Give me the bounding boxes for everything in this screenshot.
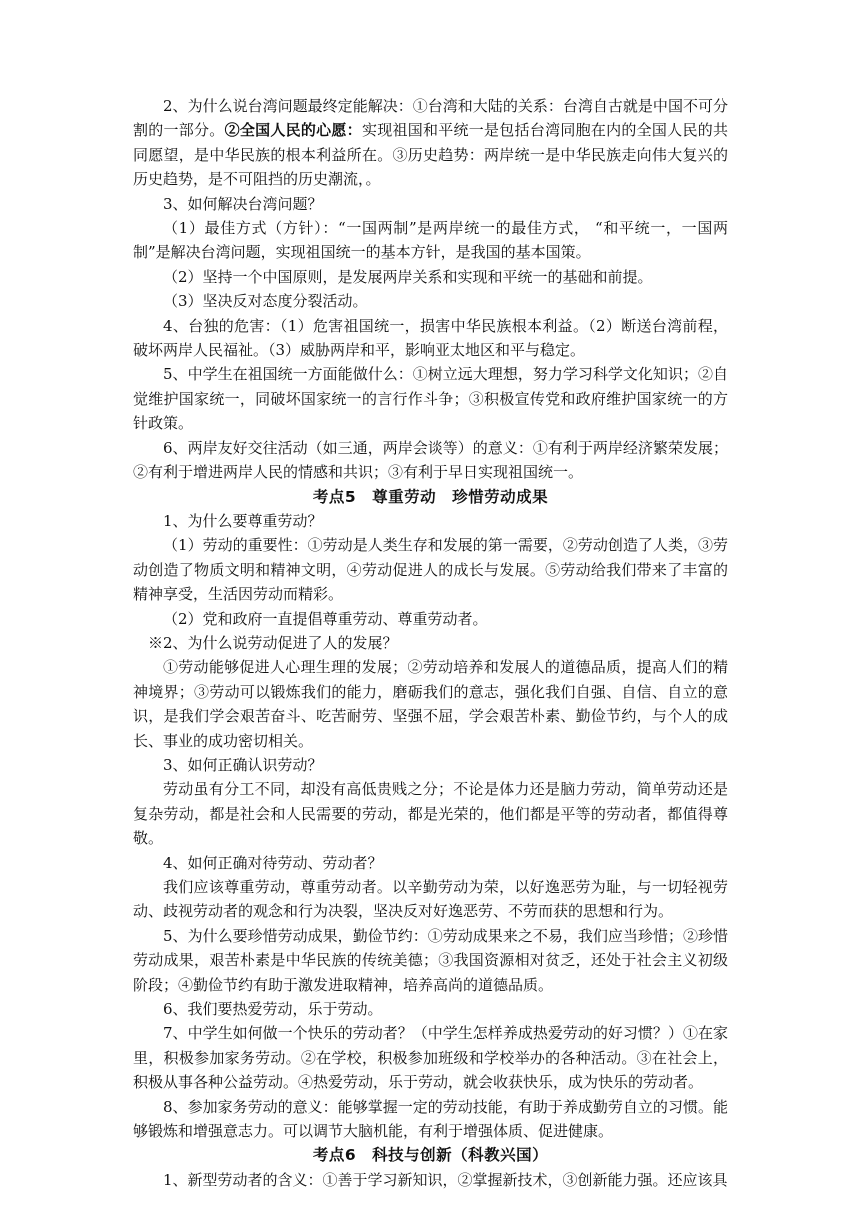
paragraph: ※2、为什么说劳动促进了人的发展？ xyxy=(148,633,398,652)
paragraph: 4、台独的危害：（1）危害祖国统一，损害中华民族根本利益。（2）断送台湾前程，破坏两岸人民福祉。（3）威胁两岸和平，影响亚太地区和平与稳定。 xyxy=(133,316,728,360)
paragraph: 我们应该尊重劳动，尊重劳动者。以辛勤劳动为荣，以好逸恶劳为耻，与一切轻视劳动、歧视劳动者的观念和行为决裂，坚决反对好逸恶劳、不劳而获的思想和行为。 xyxy=(133,878,728,921)
paragraph: （2）坚持一个中国原则，是发展两岸关系和实现和平统一的基础和前提。 xyxy=(163,267,653,286)
paragraph: （1）劳动的重要性：①劳动是人类生存和发展的第一需要，②劳动创造了人类，③劳动创造了物质文明和精神文明，④劳动促进人的成长与发展。⑤劳动给我们带来了丰富的精神享受，生活因劳动而精彩。 xyxy=(133,536,728,604)
paragraph: 3、如何正确认识劳动？ xyxy=(163,755,323,774)
paragraph: 4、如何正确对待劳动、劳动者？ xyxy=(163,853,383,872)
paragraph: 6、两岸友好交往活动（如三通，两岸会谈等）的意义：①有利于两岸经济繁荣发展；②有利于增进两岸人民的情感和共识；③有利于早日实现祖国统一。 xyxy=(133,438,728,482)
paragraph: （1）最佳方式（方针）：“一国两制”是两岸统一的最佳方式， “和平统一，一国两制”是解决台湾问题，实现祖国统一的基本方针，是我国的基本国策。 xyxy=(133,219,728,262)
paragraph: ①劳动能够促进人心理生理的发展；②劳动培养和发展人的道德品质，提高人们的精神境界；③劳动可以锻炼我们的能力，磨砺我们的意志，强化我们自强、自信、自立的意识，是我们学会艰苦奋斗、吃苦耐劳、坚强不屈，学会艰苦朴素、勤俭节约，与个人的成长、事业的成功密切相关。 xyxy=(133,658,728,750)
paragraph: （2）党和政府一直提倡尊重劳动、尊重劳动者。 xyxy=(163,609,488,628)
paragraph: 劳动虽有分工不同，却没有高低贵贱之分；不论是体力还是脑力劳动，简单劳动还是复杂劳动，都是社会和人民需要的劳动，都是光荣的，他们都是平等的劳动者，都值得尊敬。 xyxy=(133,780,728,848)
paragraph: 7、中学生如何做一个快乐的劳动者？（中学生怎样养成热爱劳动的好习惯？）①在家里，积极参加家务劳动。②在学校，积极参加班级和学校举办的各种活动。③在社会上，积极从事各种公益劳动。④热爱劳动，乐于劳动，就会收获快乐，成为快乐的劳动者。 xyxy=(133,1024,728,1092)
paragraph: 3、如何解决台湾问题？ xyxy=(163,194,323,213)
section-heading: 考点6 科技与创新（科教兴国） xyxy=(312,1146,549,1165)
paragraph: 5、中学生在祖国统一方面能做什么：①树立远大理想，努力学习科学文化知识；②自觉维护国家统一，同破坏国家统一的言行作斗争；③积极宣传党和政府维护国家统一的方针政策。 xyxy=(133,365,728,433)
paragraph: （3）坚决反对态度分裂活动。 xyxy=(163,292,368,311)
paragraph: 6、我们要热爱劳动，乐于劳动。 xyxy=(163,1000,383,1019)
section-heading: 考点5 尊重劳动 珍惜劳动成果 xyxy=(312,487,549,506)
document-body xyxy=(133,94,728,1192)
paragraph: 8、参加家务劳动的意义：能够掌握一定的劳动技能，有助于养成勤劳自立的习惯。能够锻炼和增强意志力。可以调节大脑机能，有利于增强体质、促进健康。 xyxy=(133,1097,728,1141)
paragraph: 1、新型劳动者的含义：①善于学习新知识，②掌握新技术，③创新能力强。还应该具 xyxy=(163,1170,728,1189)
paragraph: 5、为什么要珍惜劳动成果，勤俭节约：①劳动成果来之不易，我们应当珍惜；②珍惜劳动成果，艰苦朴素是中华民族的传统美德；③我国资源相对贫乏，还处于社会主义初级阶段；④勤俭节约有助于激发进取精神，培养高尚的道德品质。 xyxy=(133,926,728,994)
bold-term: ②全国人民的心愿： xyxy=(224,121,362,140)
paragraph: 2、为什么说台湾问题最终定能解决：①台湾和大陆的关系：台湾自古就是中国不可分割的一部分。②全国人民的心愿：实现祖国和平统一是包括台湾同胞在内的全国人民的共同愿望，是中华民族的根本利益所在。③历史趋势：两岸统一是中华民族走向伟大复兴的历史趋势，是不可阻挡的历史潮流，。 xyxy=(133,97,728,189)
paragraph: 1、为什么要尊重劳动？ xyxy=(163,511,323,530)
